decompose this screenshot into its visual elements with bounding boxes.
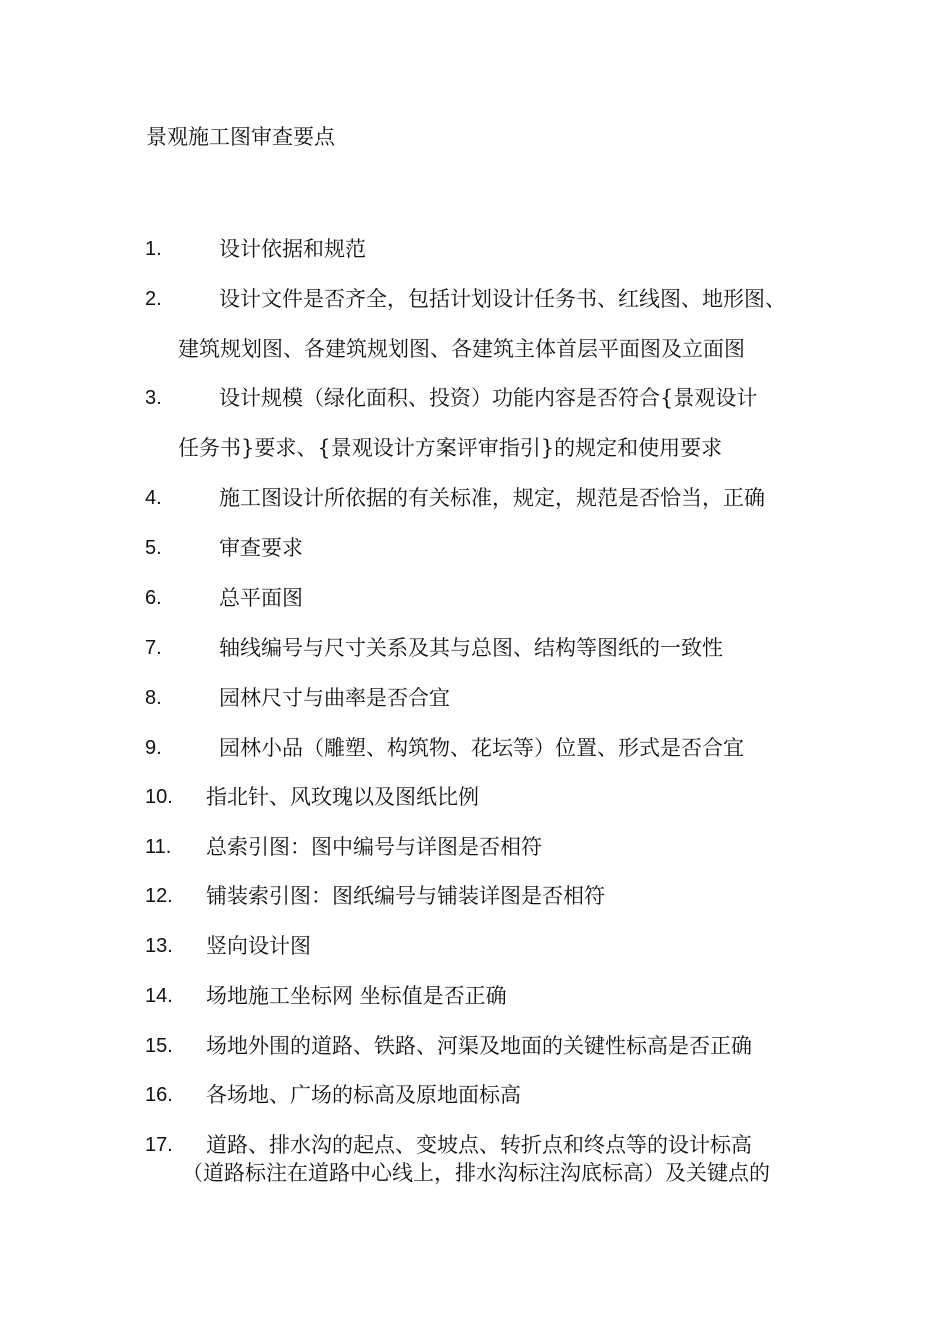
item-text-continuation: 建筑规划图、各建筑规划图、各建筑主体首层平面图及立面图 <box>178 337 745 361</box>
item-text: 设计文件是否齐全，包括计划设计任务书、红线图、地形图、 <box>219 287 786 311</box>
item-number: 7. <box>145 637 162 659</box>
item-text: 轴线编号与尺寸关系及其与总图、结构等图纸的一致性 <box>219 636 723 660</box>
item-text: 园林小品（雕塑、构筑物、花坛等）位置、形式是否合宜 <box>219 736 744 760</box>
item-number: 4. <box>145 487 162 509</box>
item-number: 1. <box>145 238 162 260</box>
item-text: 总平面图 <box>219 586 303 610</box>
item-number: 6. <box>145 587 162 609</box>
item-text: 竖向设计图 <box>206 934 311 958</box>
item-text: 各场地、广场的标高及原地面标高 <box>206 1083 521 1107</box>
item-text: 施工图设计所依据的有关标准，规定，规范是否恰当，正确 <box>219 486 765 510</box>
item-text: 场地外围的道路、铁路、河渠及地面的关键性标高是否正确 <box>206 1034 752 1058</box>
document-title: 景观施工图审查要点 <box>146 125 335 149</box>
item-number: 15. <box>145 1035 173 1057</box>
item-number: 16. <box>145 1084 173 1106</box>
item-text-continuation: 任务书}要求、{景观设计方案评审指引}的规定和使用要求 <box>178 436 723 460</box>
item-number: 12. <box>145 885 173 907</box>
item-text: 园林尺寸与曲率是否合宜 <box>219 686 450 710</box>
item-number: 11. <box>145 836 172 858</box>
item-text-continuation: （道路标注在道路中心线上，排水沟标注沟底标高）及关键点的 <box>182 1161 770 1185</box>
item-text: 场地施工坐标网 坐标值是否正确 <box>206 984 507 1008</box>
item-number: 9. <box>145 737 162 759</box>
item-text: 道路、排水沟的起点、变坡点、转折点和终点等的设计标高 <box>206 1133 752 1157</box>
item-number: 10. <box>145 786 173 808</box>
item-number: 17. <box>145 1134 173 1156</box>
item-text: 设计依据和规范 <box>219 237 366 261</box>
item-text: 审查要求 <box>219 536 303 560</box>
item-number: 8. <box>145 687 162 709</box>
item-text: 总索引图：图中编号与详图是否相符 <box>206 835 542 859</box>
item-text: 指北针、风玫瑰以及图纸比例 <box>206 785 479 809</box>
item-number: 13. <box>145 935 173 957</box>
item-number: 2. <box>145 288 162 310</box>
item-number: 14. <box>145 985 173 1007</box>
item-number: 3. <box>145 387 162 409</box>
item-text: 铺装索引图：图纸编号与铺装详图是否相符 <box>206 884 605 908</box>
item-text: 设计规模（绿化面积、投资）功能内容是否符合{景观设计 <box>219 386 758 410</box>
item-number: 5. <box>145 537 162 559</box>
